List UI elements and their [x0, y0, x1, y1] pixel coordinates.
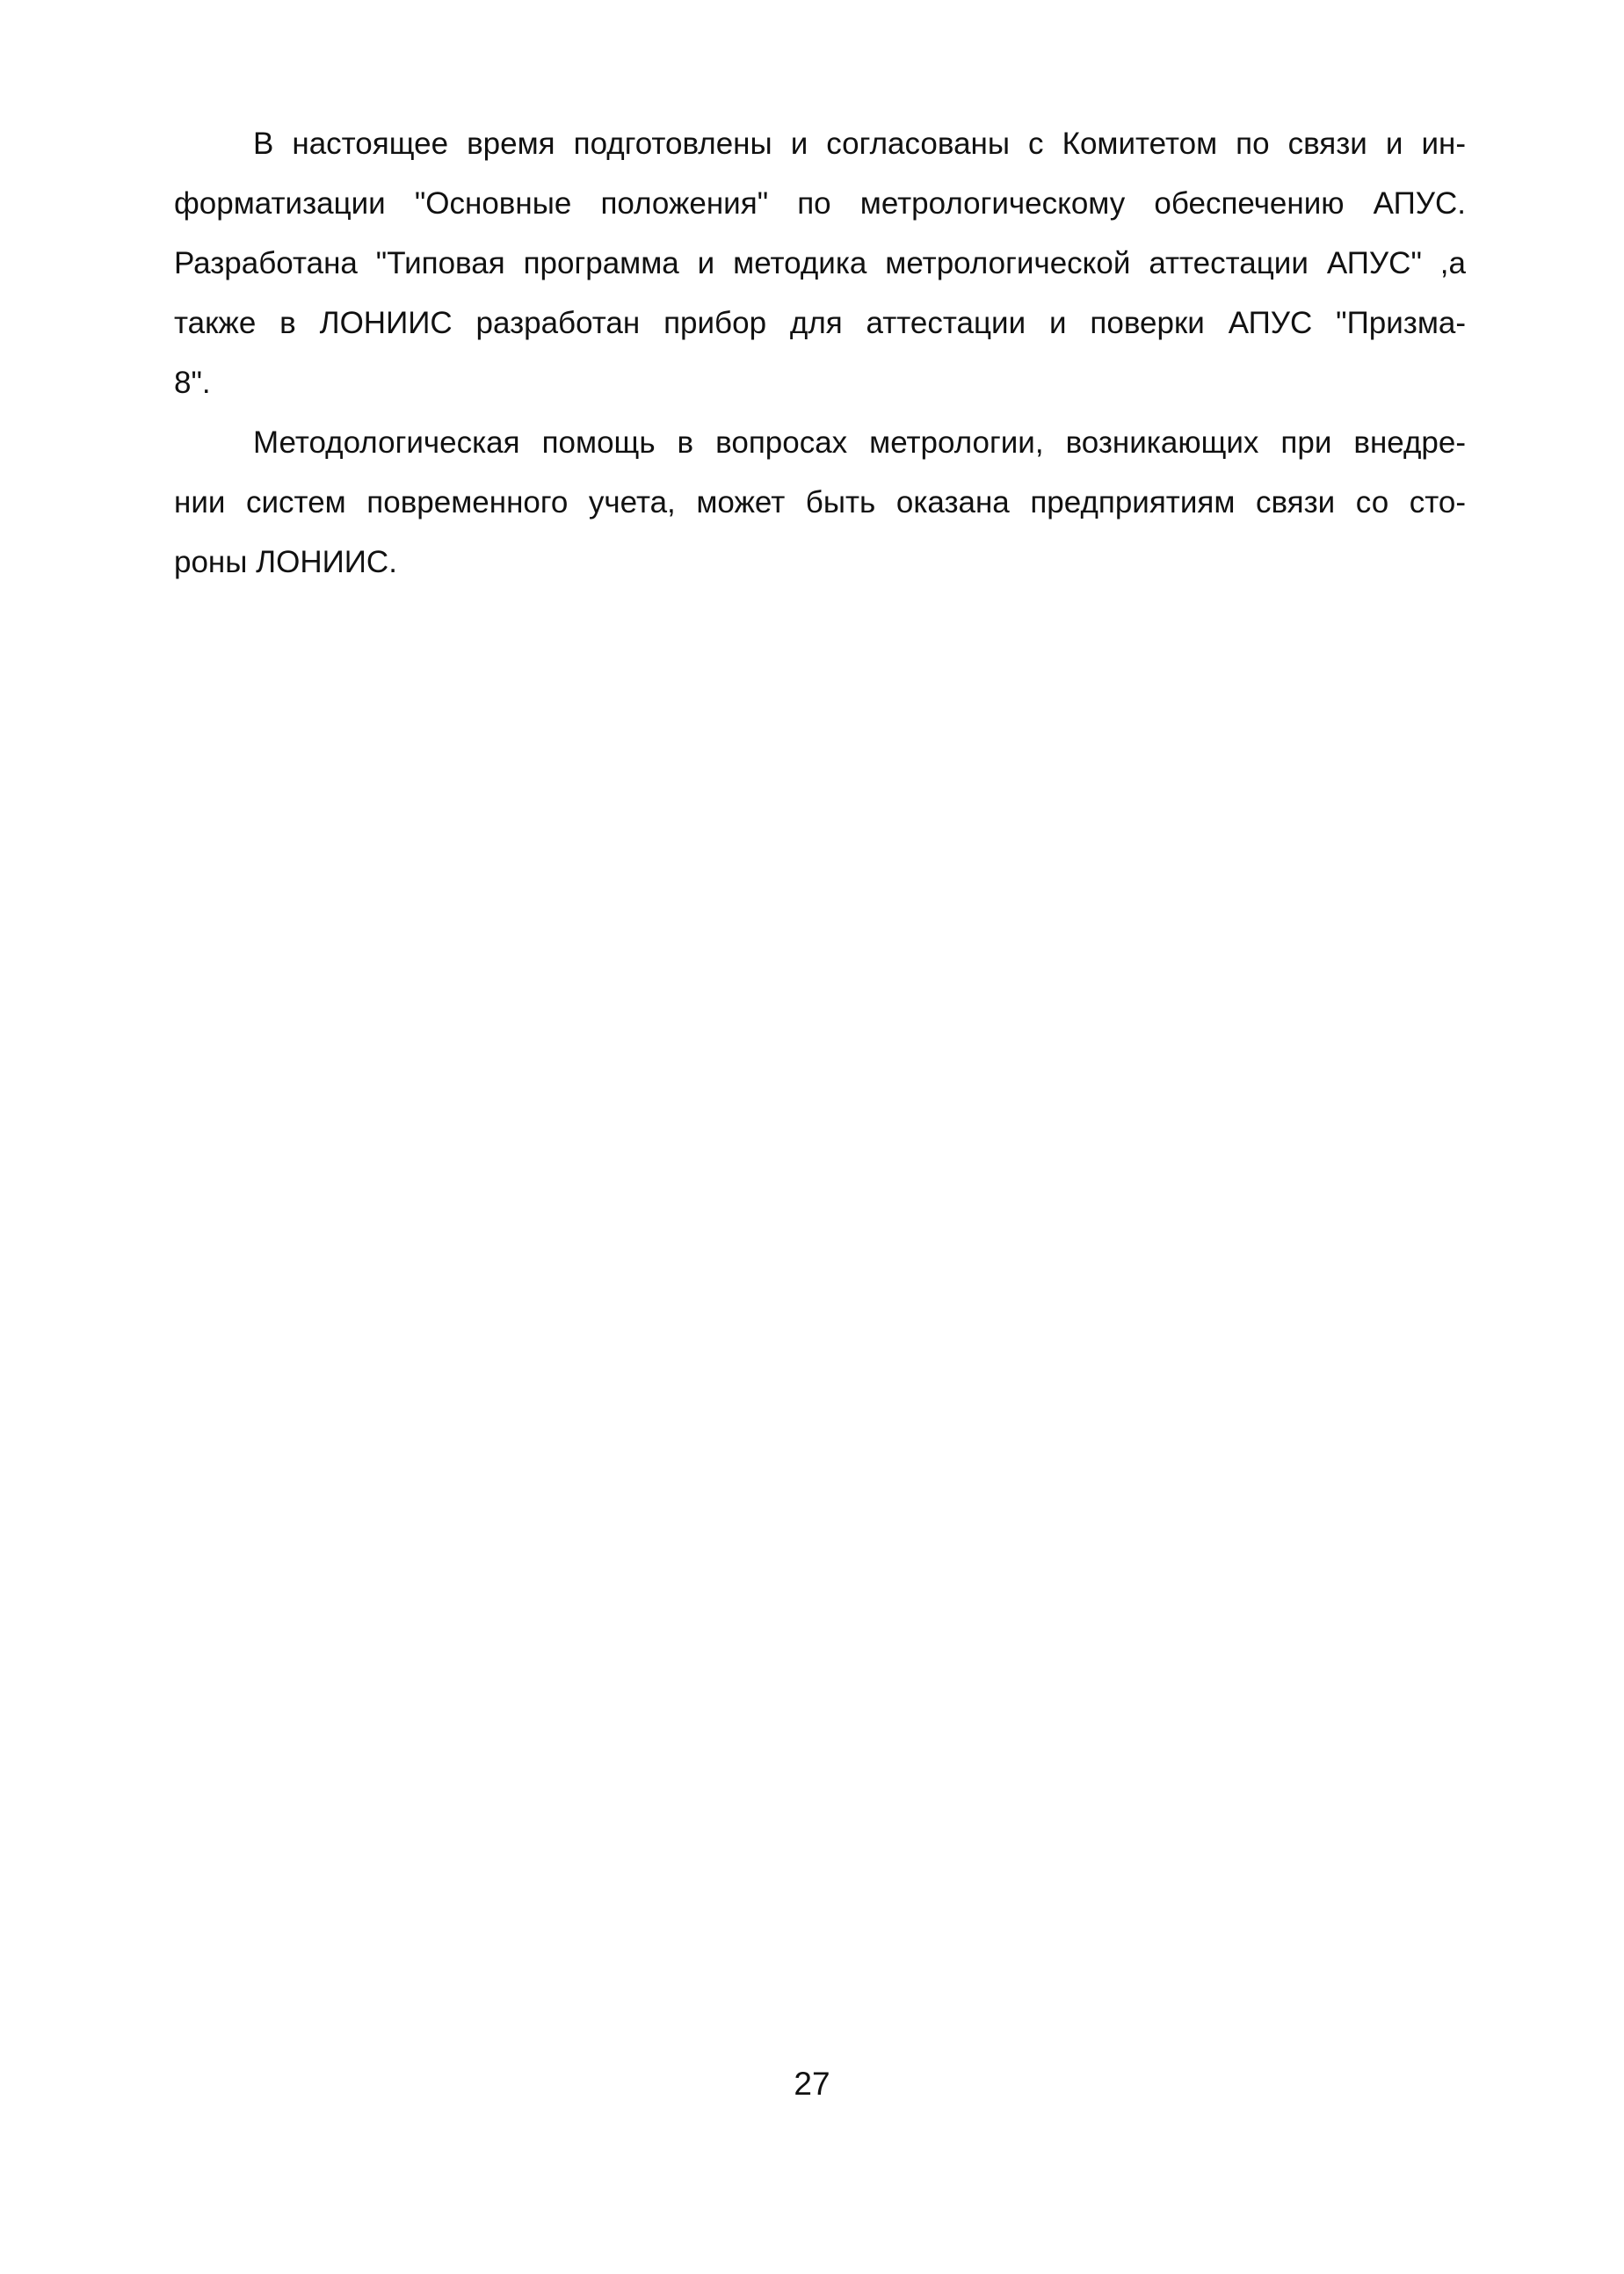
text-line: 8". — [174, 366, 211, 400]
paragraph-1 — [174, 114, 1466, 413]
text-line: Методологическая помощь в вопросах метрологии, возникающих при внедре- — [253, 425, 1466, 460]
page-number: 27 — [794, 2066, 830, 2102]
text-line: форматизации "Основные положения" по метрологическому обеспечению АПУС. — [174, 186, 1466, 221]
text-line: Разработана "Типовая программа и методика метрологической аттестации АПУС" ,а — [174, 246, 1466, 280]
text-line: В настоящее время подготовлены и согласованы с Комитетом по связи и ин- — [253, 127, 1466, 161]
paragraph-2 — [174, 413, 1466, 592]
text-line: также в ЛОНИИС разработан прибор для аттестации и поверки АПУС "Призма- — [174, 306, 1466, 340]
text-line: нии систем повременного учета, может быть оказана предприятиям связи со сто- — [174, 485, 1466, 519]
body-text — [174, 114, 1466, 592]
text-line: роны ЛОНИИС. — [174, 545, 397, 579]
